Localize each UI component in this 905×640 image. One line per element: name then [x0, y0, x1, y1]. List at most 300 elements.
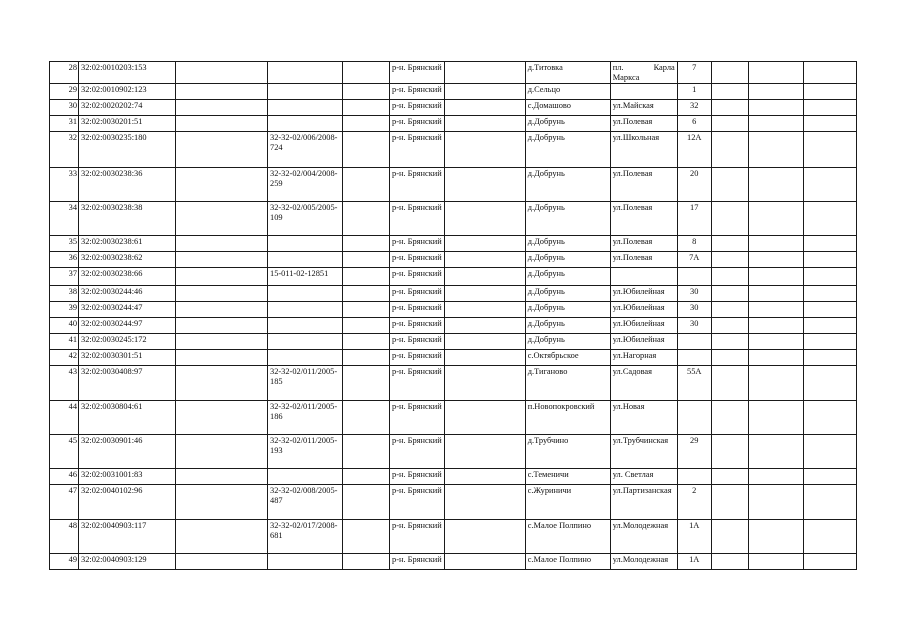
empty-cell: [444, 116, 525, 132]
cadastral-number-cell: 32:02:0030238:62: [79, 252, 176, 268]
empty-cell: [748, 302, 803, 318]
empty-cell: [444, 401, 525, 435]
house-number-cell: 17: [677, 202, 711, 236]
empty-cell: [748, 350, 803, 366]
street-cell: ул.Полевая: [610, 116, 677, 132]
empty-cell: [711, 132, 748, 168]
row-number-cell: 47: [50, 485, 79, 520]
locality-cell: с.Теменичи: [525, 469, 610, 485]
empty-cell: [343, 84, 390, 100]
empty-cell: [176, 132, 268, 168]
house-number-cell: 1А: [677, 554, 711, 570]
locality-cell: д.Тиганово: [525, 366, 610, 401]
row-number-cell: 41: [50, 334, 79, 350]
row-number-cell: 42: [50, 350, 79, 366]
empty-cell: [803, 350, 856, 366]
district-cell: р-н. Брянский: [390, 485, 445, 520]
empty-cell: [748, 252, 803, 268]
registration-number-cell: [268, 62, 343, 84]
district-cell: р-н. Брянский: [390, 168, 445, 202]
cadastral-number-cell: 32:02:0030901:46: [79, 435, 176, 469]
empty-cell: [444, 168, 525, 202]
table-row: [50, 554, 857, 570]
empty-cell: [748, 202, 803, 236]
empty-cell: [444, 62, 525, 84]
registration-number-cell: 32-32-02/005/2005-109: [268, 202, 343, 236]
empty-cell: [444, 318, 525, 334]
row-number-cell: 40: [50, 318, 79, 334]
table-row: [50, 268, 857, 286]
empty-cell: [343, 366, 390, 401]
row-number-cell: 48: [50, 520, 79, 554]
row-number-cell: 44: [50, 401, 79, 435]
empty-cell: [803, 435, 856, 469]
empty-cell: [748, 286, 803, 302]
house-number-cell: 32: [677, 100, 711, 116]
property-registry-table: [49, 61, 857, 570]
row-number-cell: 30: [50, 100, 79, 116]
empty-cell: [343, 401, 390, 435]
empty-cell: [176, 286, 268, 302]
street-cell: ул.Школьная: [610, 132, 677, 168]
locality-cell: д.Добрунь: [525, 334, 610, 350]
street-cell: ул. Светлая: [610, 469, 677, 485]
locality-cell: д.Трубчино: [525, 435, 610, 469]
registration-number-cell: 32-32-02/017/2008-681: [268, 520, 343, 554]
empty-cell: [803, 401, 856, 435]
empty-cell: [176, 318, 268, 334]
empty-cell: [343, 554, 390, 570]
empty-cell: [711, 318, 748, 334]
empty-cell: [176, 268, 268, 286]
district-cell: р-н. Брянский: [390, 268, 445, 286]
empty-cell: [748, 435, 803, 469]
cadastral-number-cell: 32:02:0030238:38: [79, 202, 176, 236]
empty-cell: [711, 100, 748, 116]
table-row: [50, 202, 857, 236]
cadastral-number-cell: 32:02:0030408:97: [79, 366, 176, 401]
district-cell: р-н. Брянский: [390, 100, 445, 116]
registration-number-cell: [268, 116, 343, 132]
cadastral-number-cell: 32:02:0010902:123: [79, 84, 176, 100]
empty-cell: [343, 252, 390, 268]
registration-number-cell: [268, 350, 343, 366]
empty-cell: [748, 554, 803, 570]
empty-cell: [748, 62, 803, 84]
table-row: [50, 334, 857, 350]
empty-cell: [803, 132, 856, 168]
empty-cell: [343, 202, 390, 236]
street-cell: ул.Юбилейная: [610, 286, 677, 302]
empty-cell: [748, 236, 803, 252]
empty-cell: [176, 84, 268, 100]
locality-cell: п.Новопокровский: [525, 401, 610, 435]
street-cell: ул.Полевая: [610, 168, 677, 202]
street-cell: ул.Нагорная: [610, 350, 677, 366]
district-cell: р-н. Брянский: [390, 469, 445, 485]
empty-cell: [748, 268, 803, 286]
row-number-cell: 45: [50, 435, 79, 469]
locality-cell: д.Добрунь: [525, 168, 610, 202]
registration-number-cell: [268, 334, 343, 350]
house-number-cell: [677, 469, 711, 485]
empty-cell: [711, 520, 748, 554]
empty-cell: [343, 116, 390, 132]
district-cell: р-н. Брянский: [390, 236, 445, 252]
street-cell: ул.Молодежная: [610, 554, 677, 570]
empty-cell: [711, 286, 748, 302]
street-cell: ул.Новая: [610, 401, 677, 435]
locality-cell: д.Сельцо: [525, 84, 610, 100]
locality-cell: с.Малое Полпино: [525, 520, 610, 554]
empty-cell: [748, 318, 803, 334]
empty-cell: [803, 469, 856, 485]
empty-cell: [176, 485, 268, 520]
cadastral-number-cell: 32:02:0010203:153: [79, 62, 176, 84]
row-number-cell: 37: [50, 268, 79, 286]
cadastral-number-cell: 32:02:0030244:47: [79, 302, 176, 318]
empty-cell: [711, 350, 748, 366]
street-cell: ул.Молодежная: [610, 520, 677, 554]
table-row: [50, 435, 857, 469]
cadastral-number-cell: 32:02:0030201:51: [79, 116, 176, 132]
locality-cell: д.Добрунь: [525, 236, 610, 252]
locality-cell: д.Добрунь: [525, 318, 610, 334]
empty-cell: [343, 268, 390, 286]
row-number-cell: 28: [50, 62, 79, 84]
empty-cell: [343, 469, 390, 485]
empty-cell: [343, 520, 390, 554]
empty-cell: [711, 302, 748, 318]
registration-number-cell: [268, 236, 343, 252]
empty-cell: [444, 469, 525, 485]
row-number-cell: 34: [50, 202, 79, 236]
empty-cell: [711, 485, 748, 520]
table-row: [50, 520, 857, 554]
empty-cell: [711, 268, 748, 286]
empty-cell: [176, 100, 268, 116]
registration-number-cell: [268, 286, 343, 302]
row-number-cell: 43: [50, 366, 79, 401]
house-number-cell: 8: [677, 236, 711, 252]
empty-cell: [748, 366, 803, 401]
house-number-cell: 20: [677, 168, 711, 202]
cadastral-number-cell: 32:02:0030245:172: [79, 334, 176, 350]
cadastral-number-cell: 32:02:0031001:83: [79, 469, 176, 485]
empty-cell: [803, 236, 856, 252]
empty-cell: [748, 485, 803, 520]
cadastral-number-cell: 32:02:0030301:51: [79, 350, 176, 366]
empty-cell: [711, 401, 748, 435]
empty-cell: [176, 366, 268, 401]
registration-number-cell: [268, 84, 343, 100]
empty-cell: [711, 469, 748, 485]
table-row: [50, 469, 857, 485]
empty-cell: [711, 168, 748, 202]
district-cell: р-н. Брянский: [390, 202, 445, 236]
empty-cell: [444, 132, 525, 168]
street-cell: ул.Садовая: [610, 366, 677, 401]
empty-cell: [444, 286, 525, 302]
house-number-cell: 1: [677, 84, 711, 100]
empty-cell: [711, 334, 748, 350]
registration-number-cell: 32-32-02/011/2005-193: [268, 435, 343, 469]
district-cell: р-н. Брянский: [390, 302, 445, 318]
empty-cell: [176, 302, 268, 318]
empty-cell: [803, 485, 856, 520]
empty-cell: [444, 202, 525, 236]
locality-cell: д.Титовка: [525, 62, 610, 84]
empty-cell: [176, 435, 268, 469]
registration-number-cell: 32-32-02/006/2008-724: [268, 132, 343, 168]
house-number-cell: 30: [677, 302, 711, 318]
registration-number-cell: [268, 100, 343, 116]
district-cell: р-н. Брянский: [390, 132, 445, 168]
empty-cell: [748, 520, 803, 554]
table-row: [50, 252, 857, 268]
registration-number-cell: [268, 469, 343, 485]
registration-number-cell: [268, 302, 343, 318]
empty-cell: [444, 268, 525, 286]
row-number-cell: 49: [50, 554, 79, 570]
table-row: [50, 100, 857, 116]
table-row: [50, 350, 857, 366]
empty-cell: [444, 252, 525, 268]
empty-cell: [748, 132, 803, 168]
cadastral-number-cell: 32:02:0040102:96: [79, 485, 176, 520]
house-number-cell: [677, 350, 711, 366]
row-number-cell: 32: [50, 132, 79, 168]
locality-cell: с.Малое Полпино: [525, 554, 610, 570]
row-number-cell: 38: [50, 286, 79, 302]
cadastral-number-cell: 32:02:0030235:180: [79, 132, 176, 168]
table-row: [50, 62, 857, 84]
empty-cell: [343, 334, 390, 350]
empty-cell: [748, 168, 803, 202]
cadastral-number-cell: 32:02:0020202:74: [79, 100, 176, 116]
cadastral-number-cell: 32:02:0030238:66: [79, 268, 176, 286]
locality-cell: д.Добрунь: [525, 302, 610, 318]
table-row: [50, 168, 857, 202]
district-cell: р-н. Брянский: [390, 286, 445, 302]
district-cell: р-н. Брянский: [390, 435, 445, 469]
locality-cell: с.Домашово: [525, 100, 610, 116]
empty-cell: [711, 554, 748, 570]
registration-number-cell: 32-32-02/011/2005-186: [268, 401, 343, 435]
empty-cell: [803, 168, 856, 202]
empty-cell: [176, 469, 268, 485]
table-row: [50, 485, 857, 520]
table-row: [50, 236, 857, 252]
empty-cell: [444, 520, 525, 554]
registration-number-cell: [268, 318, 343, 334]
empty-cell: [803, 520, 856, 554]
table-row: [50, 401, 857, 435]
house-number-cell: 6: [677, 116, 711, 132]
empty-cell: [803, 286, 856, 302]
street-cell: ул.Партизанская: [610, 485, 677, 520]
table-row: [50, 366, 857, 401]
street-cell: ул.Майская: [610, 100, 677, 116]
registration-number-cell: 32-32-02/011/2005-185: [268, 366, 343, 401]
empty-cell: [803, 116, 856, 132]
empty-cell: [803, 202, 856, 236]
cadastral-number-cell: 32:02:0040903:117: [79, 520, 176, 554]
empty-cell: [343, 435, 390, 469]
empty-cell: [176, 554, 268, 570]
empty-cell: [343, 132, 390, 168]
empty-cell: [803, 302, 856, 318]
street-cell: ул.Полевая: [610, 236, 677, 252]
empty-cell: [803, 318, 856, 334]
registration-number-cell: 32-32-02/008/2005-487: [268, 485, 343, 520]
empty-cell: [444, 366, 525, 401]
empty-cell: [176, 401, 268, 435]
empty-cell: [711, 366, 748, 401]
empty-cell: [748, 469, 803, 485]
empty-cell: [444, 84, 525, 100]
empty-cell: [803, 62, 856, 84]
row-number-cell: 36: [50, 252, 79, 268]
locality-cell: с.Журиничи: [525, 485, 610, 520]
cadastral-number-cell: 32:02:0030244:97: [79, 318, 176, 334]
empty-cell: [176, 62, 268, 84]
empty-cell: [803, 268, 856, 286]
table-row: [50, 84, 857, 100]
empty-cell: [444, 485, 525, 520]
district-cell: р-н. Брянский: [390, 366, 445, 401]
street-cell: ул.Юбилейная: [610, 302, 677, 318]
empty-cell: [711, 435, 748, 469]
cadastral-number-cell: 32:02:0030238:61: [79, 236, 176, 252]
table-row: [50, 286, 857, 302]
empty-cell: [748, 401, 803, 435]
district-cell: р-н. Брянский: [390, 401, 445, 435]
registration-number-cell: 15-011-02-12851: [268, 268, 343, 286]
empty-cell: [176, 168, 268, 202]
empty-cell: [748, 100, 803, 116]
house-number-cell: 30: [677, 286, 711, 302]
empty-cell: [711, 62, 748, 84]
row-number-cell: 35: [50, 236, 79, 252]
row-number-cell: 46: [50, 469, 79, 485]
empty-cell: [748, 334, 803, 350]
empty-cell: [748, 84, 803, 100]
district-cell: р-н. Брянский: [390, 334, 445, 350]
empty-cell: [711, 116, 748, 132]
registration-number-cell: [268, 554, 343, 570]
empty-cell: [444, 554, 525, 570]
street-cell: ул.Полевая: [610, 202, 677, 236]
cadastral-number-cell: 32:02:0030244:46: [79, 286, 176, 302]
district-cell: р-н. Брянский: [390, 62, 445, 84]
district-cell: р-н. Брянский: [390, 520, 445, 554]
street-cell: ул.Трубчинская: [610, 435, 677, 469]
locality-cell: д.Добрунь: [525, 116, 610, 132]
house-number-cell: [677, 268, 711, 286]
empty-cell: [343, 62, 390, 84]
empty-cell: [343, 350, 390, 366]
house-number-cell: 7: [677, 62, 711, 84]
empty-cell: [803, 366, 856, 401]
house-number-cell: 12А: [677, 132, 711, 168]
locality-cell: с.Октябрьское: [525, 350, 610, 366]
table-row: [50, 302, 857, 318]
locality-cell: д.Добрунь: [525, 202, 610, 236]
empty-cell: [176, 520, 268, 554]
cadastral-number-cell: 32:02:0040903:129: [79, 554, 176, 570]
cadastral-number-cell: 32:02:0030804:61: [79, 401, 176, 435]
row-number-cell: 39: [50, 302, 79, 318]
empty-cell: [803, 100, 856, 116]
empty-cell: [444, 350, 525, 366]
registration-number-cell: 32-32-02/004/2008-259: [268, 168, 343, 202]
district-cell: р-н. Брянский: [390, 116, 445, 132]
row-number-cell: 29: [50, 84, 79, 100]
empty-cell: [748, 116, 803, 132]
house-number-cell: 29: [677, 435, 711, 469]
empty-cell: [176, 334, 268, 350]
street-cell: [610, 268, 677, 286]
empty-cell: [343, 168, 390, 202]
empty-cell: [176, 350, 268, 366]
street-cell: [610, 84, 677, 100]
district-cell: р-н. Брянский: [390, 84, 445, 100]
locality-cell: д.Добрунь: [525, 268, 610, 286]
empty-cell: [803, 84, 856, 100]
house-number-cell: 30: [677, 318, 711, 334]
locality-cell: д.Добрунь: [525, 252, 610, 268]
empty-cell: [444, 100, 525, 116]
empty-cell: [803, 554, 856, 570]
empty-cell: [343, 318, 390, 334]
empty-cell: [444, 302, 525, 318]
house-number-cell: [677, 401, 711, 435]
empty-cell: [176, 252, 268, 268]
house-number-cell: [677, 334, 711, 350]
district-cell: р-н. Брянский: [390, 554, 445, 570]
locality-cell: д.Добрунь: [525, 132, 610, 168]
empty-cell: [343, 286, 390, 302]
empty-cell: [711, 236, 748, 252]
empty-cell: [444, 435, 525, 469]
street-cell: ул.Юбилейная: [610, 334, 677, 350]
empty-cell: [803, 334, 856, 350]
district-cell: р-н. Брянский: [390, 350, 445, 366]
street-cell: ул.Юбилейная: [610, 318, 677, 334]
registry-body: [50, 62, 857, 570]
house-number-cell: 2: [677, 485, 711, 520]
empty-cell: [444, 236, 525, 252]
empty-cell: [343, 100, 390, 116]
empty-cell: [343, 236, 390, 252]
empty-cell: [343, 485, 390, 520]
row-number-cell: 33: [50, 168, 79, 202]
street-cell: ул.Полевая: [610, 252, 677, 268]
empty-cell: [711, 202, 748, 236]
house-number-cell: 7А: [677, 252, 711, 268]
empty-cell: [176, 202, 268, 236]
empty-cell: [711, 252, 748, 268]
cadastral-number-cell: 32:02:0030238:36: [79, 168, 176, 202]
registration-number-cell: [268, 252, 343, 268]
empty-cell: [176, 236, 268, 252]
empty-cell: [343, 302, 390, 318]
house-number-cell: 55А: [677, 366, 711, 401]
empty-cell: [176, 116, 268, 132]
district-cell: р-н. Брянский: [390, 318, 445, 334]
empty-cell: [444, 334, 525, 350]
